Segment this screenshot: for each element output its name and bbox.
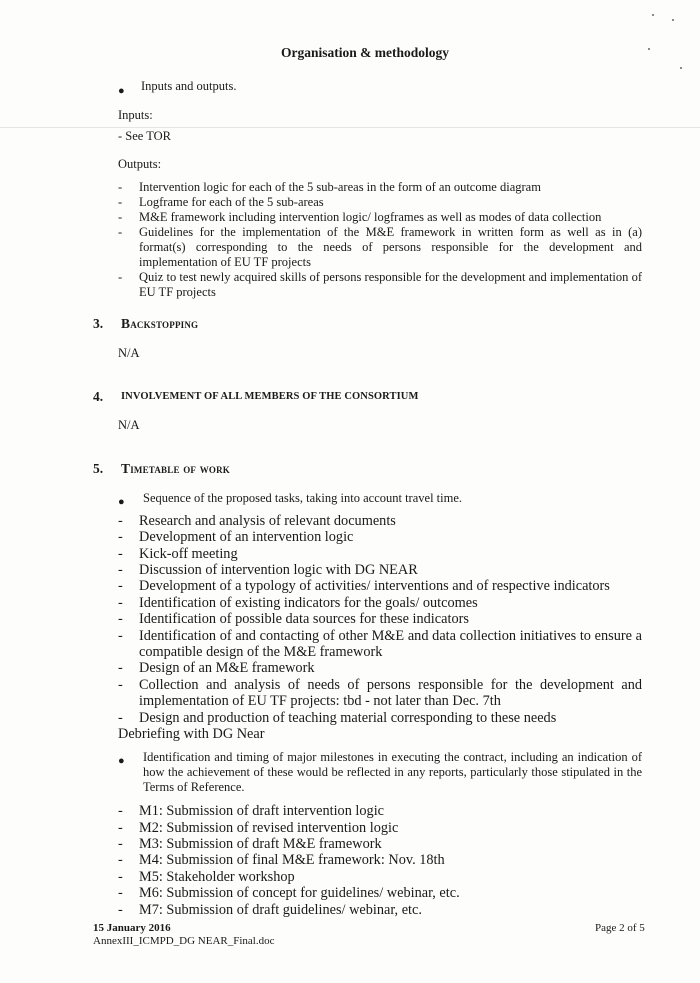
task-item: Discussion of intervention logic with DG NEAR	[139, 562, 418, 578]
dash-marker: -	[118, 852, 123, 868]
section-number: 5.	[93, 461, 104, 476]
page-title: Organisation & methodology	[280, 45, 449, 60]
section-number: 3.	[93, 316, 104, 331]
inputs-item: - See TOR	[118, 129, 172, 143]
dash-marker: -	[118, 836, 123, 852]
milestone-item: M7: Submission of draft guidelines/ webinar, etc.	[139, 902, 422, 918]
dash-marker: -	[118, 611, 123, 627]
milestone-item: M5: Stakeholder workshop	[139, 869, 295, 885]
dash-marker: -	[118, 225, 123, 239]
bullet-icon: ●	[118, 755, 125, 767]
dash-marker: -	[118, 195, 123, 209]
bullet-icon: ●	[118, 85, 125, 97]
task-item: Design of an M&E framework	[139, 660, 315, 676]
dash-marker: -	[118, 677, 123, 693]
task-item: Identification of and contacting of other M&E and data collection initiatives to ensure a compatible design of the M&E framework	[139, 628, 642, 661]
output-item: Intervention logic for each of the 5 sub-areas in the form of an outcome diagram	[139, 180, 541, 194]
dash-marker: -	[118, 546, 123, 562]
milestone-item: M2: Submission of revised intervention logic	[139, 820, 399, 836]
footer-page-number: Page 2 of 5	[595, 922, 645, 934]
dash-marker: -	[118, 529, 123, 545]
footer-date: 15 January 2016	[93, 922, 171, 934]
scan-artifact-line	[0, 127, 700, 128]
dash-marker: -	[118, 820, 123, 836]
section-number: 4.	[93, 389, 104, 404]
timetable-bullet-milestones: Identification and timing of major milestones in executing the contract, including an indication of how the achievement of these would be reflected in any reports, particularly those stipulated in the Terms of Reference.	[143, 750, 642, 794]
dash-marker: -	[118, 803, 123, 819]
footer-filename: AnnexIII_ICMPD_DG NEAR_Final.doc	[93, 935, 275, 947]
dash-marker: -	[118, 180, 123, 194]
dash-marker: -	[118, 270, 123, 284]
dash-marker: -	[118, 210, 123, 224]
output-item: M&E framework including intervention logic/ logframes as well as modes of data collection	[139, 210, 602, 224]
intro-bullet: Inputs and outputs.	[141, 79, 237, 93]
output-item: Quiz to test newly acquired skills of persons responsible for the development and implementation of EU TF projects	[139, 270, 642, 299]
output-item: Logframe for each of the 5 sub-areas	[139, 195, 324, 209]
dash-marker: -	[118, 513, 123, 529]
dash-marker: -	[118, 628, 123, 644]
output-item: Guidelines for the implementation of the M&E framework in written form as well as in (a) format(s) corresponding to the needs of persons responsible for the development and implementation of EU TF projects	[139, 225, 642, 269]
section-heading-backstopping: Backstopping	[121, 316, 199, 331]
dash-marker: -	[118, 710, 123, 726]
section-body: N/A	[118, 418, 140, 432]
dash-marker: -	[118, 562, 123, 578]
inputs-label: Inputs:	[118, 108, 153, 122]
task-item: Development of an intervention logic	[139, 529, 354, 545]
task-item: Design and production of teaching material corresponding to these needs	[139, 710, 557, 726]
bullet-icon: ●	[118, 496, 125, 508]
debriefing-line: Debriefing with DG Near	[118, 726, 265, 742]
milestone-item: M1: Submission of draft intervention logic	[139, 803, 385, 819]
task-item: Research and analysis of relevant documents	[139, 513, 396, 529]
scan-speck	[652, 14, 654, 16]
task-item: Identification of possible data sources for these indicators	[139, 611, 469, 627]
scan-speck	[680, 67, 682, 69]
task-item: Kick-off meeting	[139, 546, 238, 562]
section-heading-timetable: Timetable of work	[121, 461, 230, 476]
dash-marker: -	[118, 660, 123, 676]
task-item: Identification of existing indicators for the goals/ outcomes	[139, 595, 478, 611]
scan-speck	[672, 19, 674, 21]
dash-marker: -	[118, 578, 123, 594]
task-item: Collection and analysis of needs of persons responsible for the development and implementation of EU TF projects: tbd - not later than Dec. 7th	[139, 677, 642, 710]
milestone-item: M6: Submission of concept for guidelines/ webinar, etc.	[139, 885, 460, 901]
section-body: N/A	[118, 346, 140, 360]
dash-marker: -	[118, 869, 123, 885]
outputs-label: Outputs:	[118, 157, 162, 171]
dash-marker: -	[118, 885, 123, 901]
milestone-item: M3: Submission of draft M&E framework	[139, 836, 382, 852]
dash-marker: -	[118, 902, 123, 918]
milestone-item: M4: Submission of final M&E framework: Nov. 18th	[139, 852, 445, 868]
dash-marker: -	[118, 595, 123, 611]
timetable-bullet-sequence: Sequence of the proposed tasks, taking into account travel time.	[143, 491, 463, 505]
section-heading-consortium: INVOLVEMENT OF ALL MEMBERS OF THE CONSORTIUM	[121, 391, 419, 402]
task-item: Development of a typology of activities/ interventions and of respective indicators	[139, 578, 610, 594]
